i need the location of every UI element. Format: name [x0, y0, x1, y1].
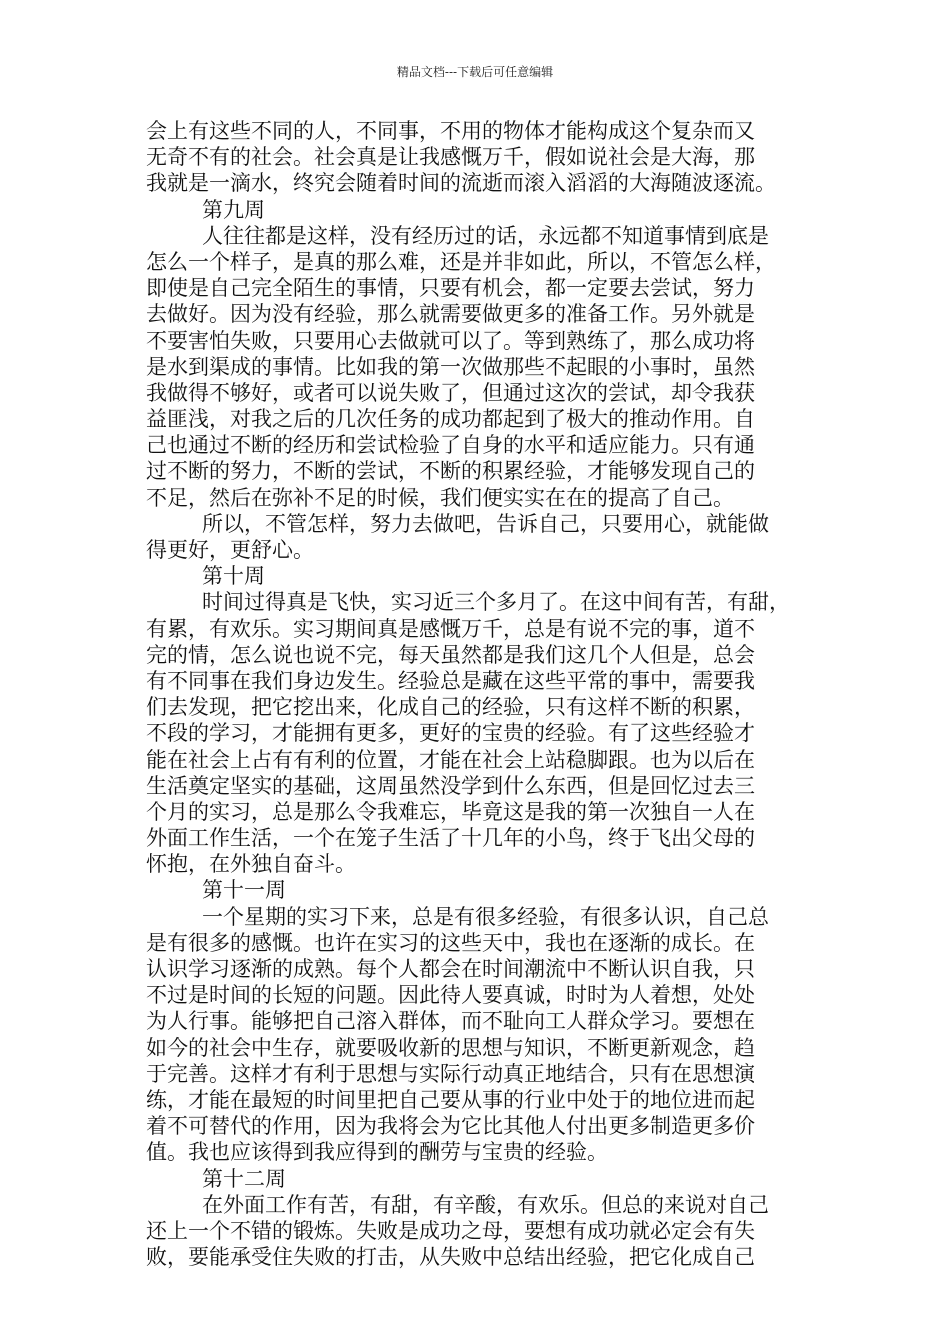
text-line: 过不断的努力，不断的尝试，不断的积累经验，才能够发现自己的	[146, 459, 755, 484]
text-line: 己也通过不断的经历和尝试检验了自身的水平和适应能力。只有通	[146, 433, 755, 458]
text-line: 会上有这些不同的人，不同事，不用的物体才能构成这个复杂而又	[146, 119, 755, 143]
text-line: 练，才能在最短的时间里把自己要从事的行业中处于的地位进而起	[146, 1087, 755, 1112]
text-line: 是有很多的感慨。也许在实习的这些天中，我也在逐渐的成长。在	[146, 930, 755, 955]
text-line: 益匪浅，对我之后的几次任务的成功都起到了极大的推动作用。自	[146, 407, 755, 432]
text-line: 即使是自己完全陌生的事情，只要有机会，都一定要去尝试，努力	[146, 276, 755, 301]
text-line: 人往往都是这样，没有经历过的话，永远都不知道事情到底是	[202, 223, 769, 248]
text-line: 怀抱，在外独自奋斗。	[146, 852, 356, 877]
text-line: 能在社会上占有有利的位置，才能在社会上站稳脚跟。也为以后在	[146, 747, 755, 772]
text-line: 所以，不管怎样，努力去做吧，告诉自己，只要用心，就能做	[202, 511, 769, 536]
text-line: 我做得不够好，或者可以说失败了，但通过这次的尝试，却令我获	[146, 380, 755, 405]
text-line: 有累，有欢乐。实习期间真是感慨万千，总是有说不完的事，道不	[146, 616, 755, 641]
text-line: 值。我也应该得到我应得到的酬劳与宝贵的经验。	[146, 1140, 608, 1165]
text-line: 我就是一滴水，终究会随着时间的流逝而滚入滔滔的大海随波逐流。	[146, 171, 776, 196]
text-line: 第十一周	[202, 878, 286, 903]
page-header: 精品文档---下载后可任意编辑	[396, 65, 554, 79]
text-line: 第九周	[202, 197, 265, 222]
text-line: 不足，然后在弥补不足的时候，我们便实实在在的提高了自己。	[146, 485, 734, 510]
text-line: 生活奠定坚实的基础，这周虽然没学到什么东西，但是回忆过去三	[146, 773, 755, 798]
text-line: 得更好，更舒心。	[146, 538, 314, 562]
text-line: 如今的社会中生存，就要吸收新的思想与知识，不断更新观念，趋	[146, 1035, 755, 1060]
text-line: 败，要能承受住失败的打击，从失败中总结出经验，把它化成自己	[146, 1245, 755, 1270]
text-line: 在外面工作有苦，有甜，有辛酸，有欢乐。但总的来说对自己	[202, 1192, 769, 1217]
text-line: 不段的学习，才能拥有更多，更好的宝贵的经验。有了这些经验才	[146, 721, 755, 746]
text-line: 不过是时间的长短的问题。因此待人要真诚，时时为人着想，处处	[146, 983, 755, 1008]
text-line: 认识学习逐渐的成熟。每个人都会在时间潮流中不断认识自我，只	[146, 957, 755, 981]
text-line: 完的情，怎么说也说不完，每天虽然都是我们这几个人但是，总会	[146, 642, 755, 667]
text-line: 着不可替代的作用，因为我将会为它比其他人付出更多制造更多价	[146, 1114, 755, 1139]
text-line: 第十二周	[202, 1166, 286, 1191]
text-line: 一个星期的实习下来，总是有很多经验，有很多认识，自己总	[202, 904, 769, 929]
text-line: 不要害怕失败，只要用心去做就可以了。等到熟练了，那么成功将	[146, 328, 755, 353]
text-line: 有不同事在我们身边发生。经验总是藏在这些平常的事中，需要我	[146, 668, 755, 693]
text-line: 第十周	[202, 564, 265, 589]
text-line: 为人行事。能够把自己溶入群体，而不耻向工人群众学习。要想在	[146, 1009, 755, 1034]
text-line: 个月的实习，总是那么令我难忘，毕竟这是我的第一次独自一人在	[146, 799, 755, 824]
text-line: 还上一个不错的锻炼。失败是成功之母，要想有成功就必定会有失	[146, 1218, 755, 1243]
text-line: 们去发现，把它挖出来，化成自己的经验，只有这样不断的积累，	[146, 695, 755, 720]
text-line: 怎么一个样子，是真的那么难，还是并非如此，所以，不管怎么样，	[146, 249, 776, 274]
text-line: 时间过得真是飞快，实习近三个多月了。在这中间有苦，有甜，	[202, 590, 790, 615]
text-line: 外面工作生活，一个在笼子生活了十几年的小鸟，终于飞出父母的	[146, 826, 755, 851]
text-line: 去做好。因为没有经验，那么就需要做更多的准备工作。另外就是	[146, 302, 755, 327]
text-line: 于完善。这样才有利于思想与实际行动真正地结合，只有在思想演	[146, 1061, 755, 1086]
text-line: 无奇不有的社会。社会真是让我感慨万千，假如说社会是大海，那	[146, 145, 755, 170]
document-body	[146, 118, 806, 1270]
text-line: 是水到渠成的事情。比如我的第一次做那些不起眼的小事时，虽然	[146, 354, 755, 379]
